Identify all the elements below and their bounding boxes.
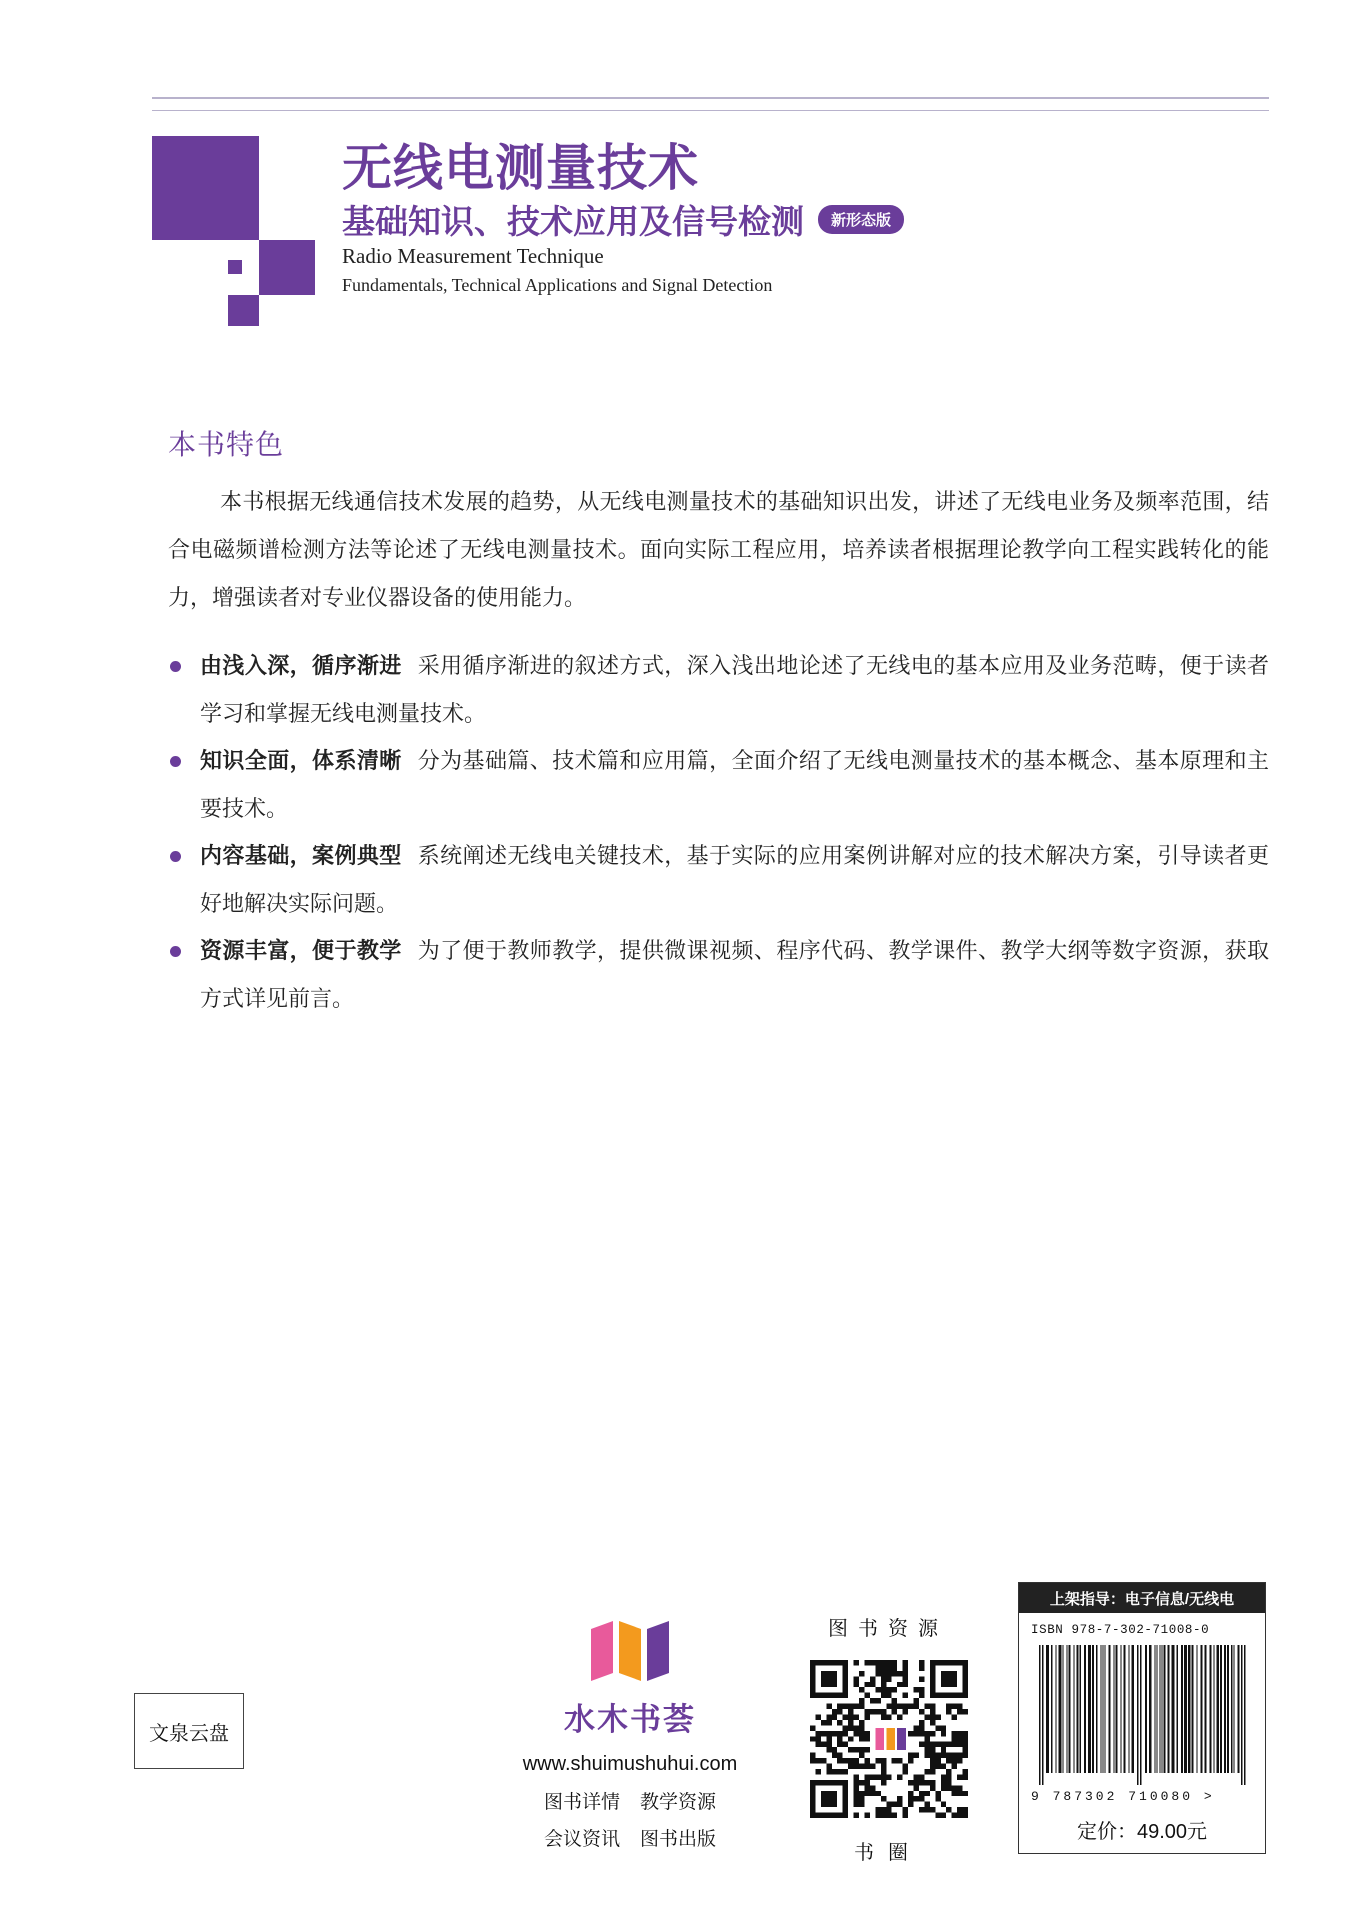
link-book-details[interactable]: 图书详情 — [543, 1792, 620, 1813]
feature-item — [168, 927, 1269, 1023]
feature-text: 系统阐述无线电关键技术，基于实际的应用案例讲解对应的技术解决方案，引导读者更好地解决实际问题。 — [200, 843, 1269, 916]
link-book-publishing[interactable]: 图书出版 — [640, 1829, 717, 1850]
feature-item — [168, 737, 1269, 833]
feature-item — [168, 832, 1269, 928]
publisher-links — [500, 1784, 760, 1858]
decor-block-bottom — [228, 295, 259, 326]
book-logo-icon — [587, 1615, 673, 1683]
features-intro: 本书根据无线通信技术发展的趋势，从无线电测量技术的基础知识出发，讲述了无线电业务及频率范围，结合电磁频谱检测方法等论述了无线电测量技术。面向实际工程应用，培养读者根据理论教学向工程实践转化的能力，增强读者对专业仪器设备的使用能力。 — [168, 489, 1269, 610]
bullet-dot-icon — [170, 851, 181, 862]
feature-text: 分为基础篇、技术篇和应用篇，全面介绍了无线电测量技术的基本概念、基本原理和主要技术。 — [200, 748, 1269, 821]
feature-title: 资源丰富，便于教学 — [200, 938, 402, 963]
qr-code-icon[interactable] — [810, 1660, 968, 1818]
link-conference-news[interactable]: 会议资讯 — [543, 1829, 620, 1850]
book-circle-label: 书圈 — [854, 1842, 922, 1864]
bullet-dot-icon — [170, 661, 181, 672]
publisher-name: 水木书荟 — [564, 1702, 696, 1737]
decor-block-small — [228, 260, 242, 274]
feature-text: 采用循序渐进的叙述方式，深入浅出地论述了无线电的基本应用及业务范畴，便于读者学习和掌握无线电测量技术。 — [200, 653, 1269, 726]
decor-block-right — [259, 240, 315, 295]
features-heading: 本书特色 — [168, 430, 285, 461]
feature-title: 知识全面，体系清晰 — [200, 748, 402, 773]
feature-title: 内容基础，案例典型 — [200, 843, 402, 868]
bullet-dot-icon — [170, 946, 181, 957]
resources-label: 图书资源 — [828, 1618, 948, 1640]
barcode-icon — [1035, 1645, 1249, 1785]
link-teaching-resources[interactable]: 教学资源 — [640, 1792, 717, 1813]
barcode-digits: 9 787302 710080 > — [1031, 1789, 1215, 1804]
shelf-guide: 上架指导：电子信息/无线电 — [1019, 1583, 1265, 1613]
subtitle-row — [342, 196, 904, 243]
edition-badge: 新形态版 — [818, 205, 904, 234]
decor-block-large — [152, 136, 259, 240]
book-title-en: Radio Measurement Technique — [342, 244, 604, 268]
isbn-number: ISBN 978-7-302-71008-0 — [1031, 1623, 1210, 1637]
feature-item — [168, 642, 1269, 738]
price-label: 定价：49.00元 — [1076, 1821, 1208, 1843]
top-rule-thin — [152, 110, 1269, 111]
feature-text: 为了便于教师教学，提供微课视频、程序代码、教学课件、教学大纲等数字资源，获取方式详见前言。 — [200, 938, 1269, 1011]
publisher-block — [500, 1615, 760, 1858]
wenquan-cloud-label: 文泉云盘 — [134, 1693, 244, 1769]
book-title-cn: 无线电测量技术 — [342, 140, 699, 196]
bullet-dot-icon — [170, 756, 181, 767]
top-rule-thick — [152, 97, 1269, 99]
book-subtitle-en: Fundamentals, Technical Applications and Signal Detection — [342, 275, 773, 295]
publisher-url[interactable]: www.shuimushuhui.com — [522, 1753, 738, 1775]
book-subtitle-cn: 基础知识、技术应用及信号检测 — [342, 205, 804, 241]
isbn-panel — [1018, 1582, 1266, 1854]
feature-list — [168, 642, 1269, 1022]
feature-title: 由浅入深，循序渐进 — [200, 653, 402, 678]
